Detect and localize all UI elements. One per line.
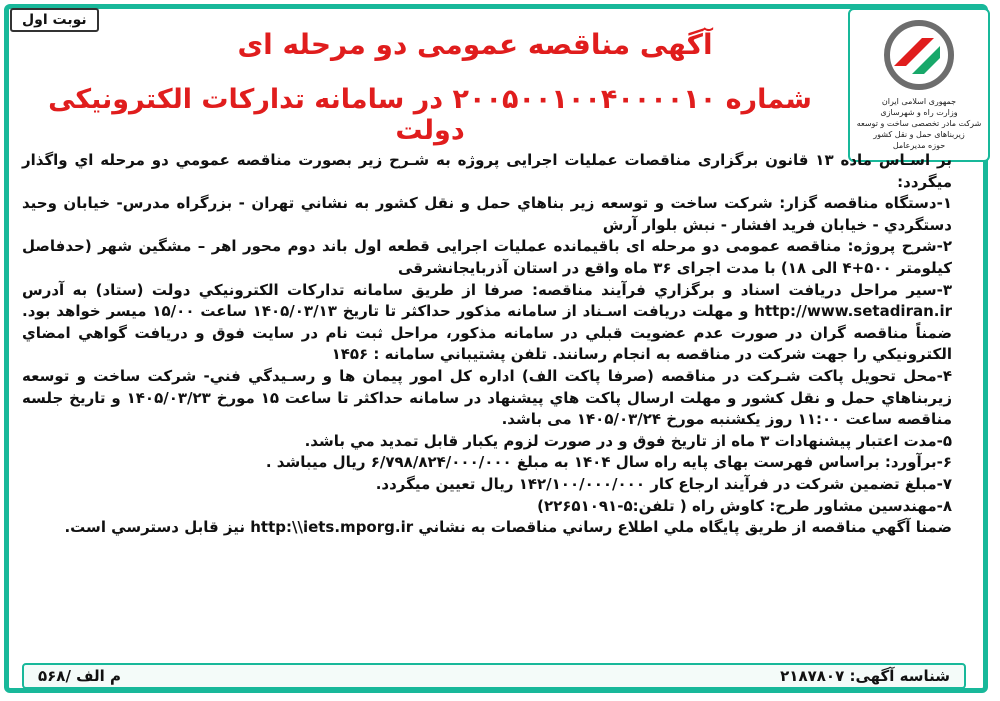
closing-note: ضمنا آگهي مناقصه از طريق پايگاه ملي اطلاع رساني مناقصات به نشاني http:\\iets.mporg.ir نيز قابل دسترسي است. [64, 518, 952, 537]
ad-id: شناسه آگهی: ۲۱۸۷۸۰۷ [780, 667, 950, 685]
logo-caption-1: جمهوری اسلامی ایران [881, 97, 957, 106]
round-label: نوبت اول [10, 8, 99, 32]
logo-caption-2: وزارت راه و شهرسازی [880, 108, 958, 117]
logo-emblem-icon [882, 18, 956, 92]
logo-caption-3: شرکت مادر تخصصی ساخت و توسعه زیربناهای حمل و نقل کشور [856, 119, 982, 139]
clause-4: ۴-محل تحویل پاکت شـرکت در مناقصه (صرفا پاکت الف) اداره کل امور پیمان ها و رسـیدگي فني- شرکت ساخت و توسعه زيربناهاي حمل و نقل کشور و مهلت ارسال پاکت هاي پيشنهاد در سامانه حداکثر تا ساعت ۱۵ مورخ ۱۴۰۵/۰۳/۲۳ و تاریخ جلسه مناقصه ساعت ۱۱:۰۰ روز یکشنبه مورخ ۱۴۰۵/۰۳/۲۴ می باشد. [22, 366, 952, 429]
intro-paragraph: بر اسـاس ماده ۱۳ قانون برگزاری مناقصات عملیات اجرایی پروژه به شـرح زیر بصورت مناقصه عمومي دو مرحله اي واگذار ميگردد: [22, 151, 952, 191]
logo-caption-4: حوزه مدیرعامل [892, 141, 946, 150]
clause-7: ۷-مبلغ تضمین شرکت در فرآیند ارجاع کار ۱۴۲/۱۰۰/۰۰۰/۰۰۰ ریال تعیین میگردد. [375, 474, 952, 493]
notice-subtitle: شماره ۲۰۰۵۰۰۱۰۰۴۰۰۰۰۱۰ در سامانه تدارکات الکترونیکی دولت [48, 84, 812, 146]
clause-6: ۶-برآورد: براساس فهرست بهای پایه راه سال ۱۴۰۴ به مبلغ ۶/۷۹۸/۸۲۴/۰۰۰/۰۰۰ ریال میباشد . [265, 453, 952, 472]
clause-8: ۸-مهندسین مشاور طرح: کاوش راه ( تلفن:۵-۲۲۶۵۱۰۹۱) [537, 496, 952, 515]
clause-5: ۵-مدت اعتبار پیشنهادات ۳ ماه از تاریخ فوق و در صورت لزوم یکبار قابل تمدید مي باشد. [304, 431, 952, 450]
notice-body [22, 150, 952, 539]
clause-2: ۲-شرح پروژه: مناقصه عمومی دو مرحله ای باقیمانده عملیات اجرایی قطعه اول باند دوم محور اهر – مشگین شهر (حدفاصل کیلومتر ۵۰۰+۴ الی ۱۸) با مدت اجرای ۳۶ ماه واقع در استان آذربایجانشرقی [22, 237, 952, 277]
ad-code: م الف /۵۶۸ [38, 667, 122, 685]
notice-title: آگهی مناقصه عمومی دو مرحله ای [237, 28, 713, 61]
clause-3: ۳-سیر مراحل دریافت اسناد و برگزاري فرآيند مناقصه: صرفا از طريق سامانه تداركات الكترونيكي دولت (ستاد) به آدرس http://www.setadiran.ir و مهلت دریافت اسـناد از سامانه مذکور حداکثر تا تاریخ ۱۴۰۵/۰۳/۱۳ ساعت ۱۵/۰۰ میسر خواهد بود. ضمناً مناقصه گران در صورت عدم عضویت قبلي در سامانه مذکور، مراحل ثبت نام در سایت فوق و دریافت گواهي امضاي الکترونیکي را جهت شرکت در مناقصه به انجام رسانند. تلفن پشتیباني سامانه : ۱۴۵۶ [22, 280, 953, 364]
notice-footer [22, 663, 966, 689]
ministry-logo [848, 8, 990, 162]
clause-1: ۱-دستگاه مناقصه گزار: شرکت ساخت و توسعه زیر بناهاي حمل و نقل کشور به نشاني تهران - بزرگراه مدرس- خیابان وحید دستگردي - خیابان فرید افشار - نبش بلوار آرش [22, 194, 952, 234]
